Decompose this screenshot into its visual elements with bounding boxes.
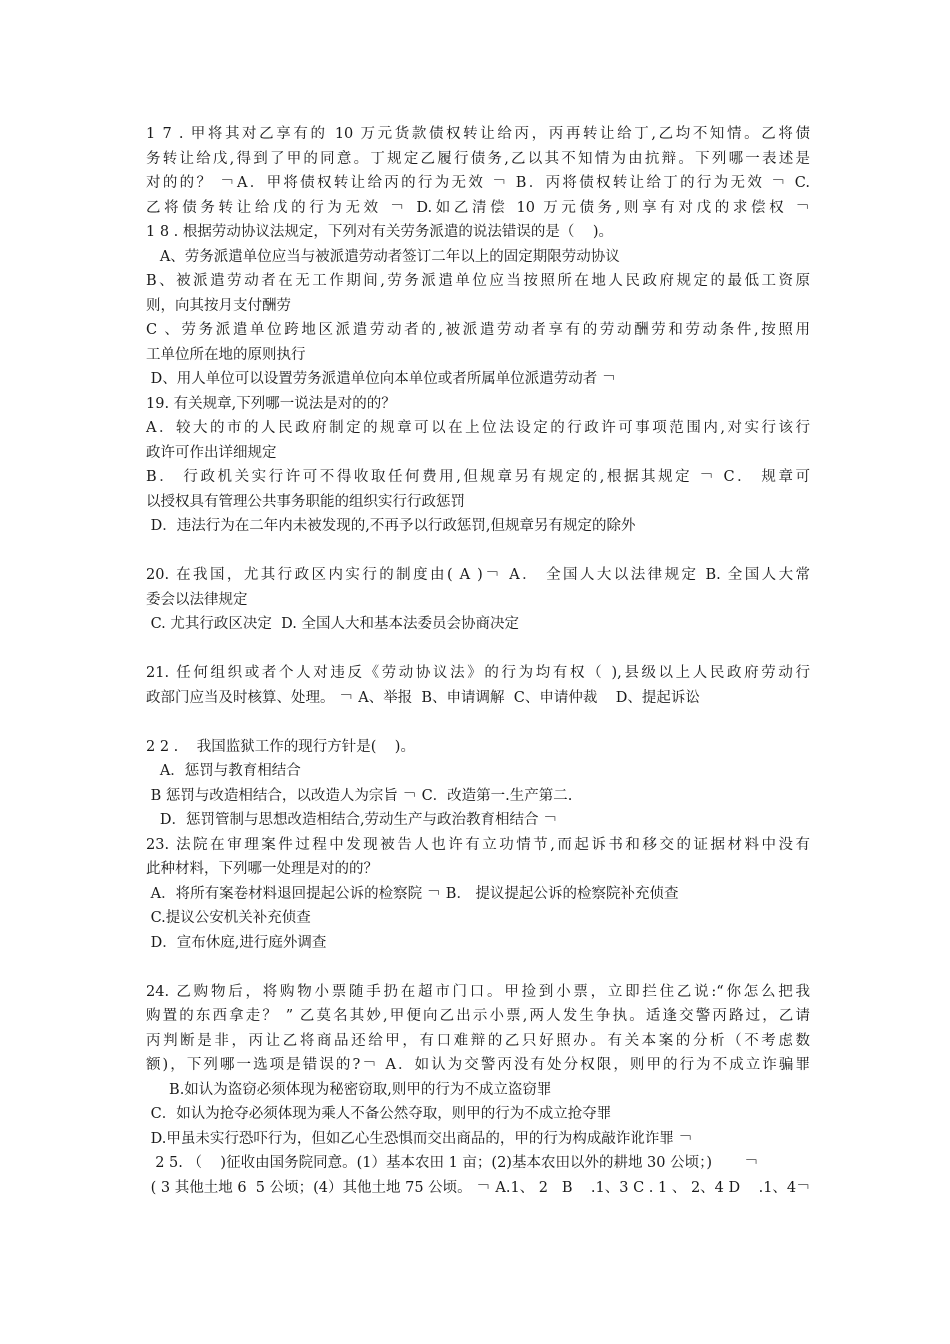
text-line: ( 3 其他土地 6 5 公顷；(4）其他土地 75 公顷。 ￢ A.1、 2 B .1、3 C . 1 、 2、4 D .1、4￢ <box>146 1179 811 1196</box>
text-line: 政许可作出详细规定 <box>146 444 277 461</box>
text-line: 1 7 . 甲将其对乙享有的 10 万元货款债权转让给丙，丙再转让给丁,乙均不知情。乙将债 <box>146 126 810 142</box>
text-line: 23. 法院在审理案件过程中发现被告人也许有立功情节,而起诉书和移交的证据材料中没有 <box>146 836 810 853</box>
text-line: B、被派遣劳动者在无工作期间,劳务派遣单位应当按照所在地人民政府规定的最低工资原 <box>146 273 810 289</box>
text-line: C. 尤其行政区决定 D. 全国人大和基本法委员会协商决定 <box>146 616 519 632</box>
text-line: 24. 乙购物后，将购物小票随手扔在超市门口。甲捡到小票，立即拦住乙说:“你怎么把我 <box>146 983 810 1000</box>
text-line: 工单位所在地的原则执行 <box>146 346 306 363</box>
text-line: 1 8 . 根据劳动协议法规定，下列对有关劳务派遣的说法错误的是（ )。 <box>146 224 613 240</box>
text-line: 购置的东西拿走？ ” 乙莫名其妙,甲便向乙出示小票,两人发生争执。适逢交警丙路过，乙请 <box>146 1008 810 1024</box>
text-line: D.甲虽未实行恐吓行为，但如乙心生恐惧而交出商品的，甲的行为构成敲诈讹诈罪 ￢ <box>146 1130 693 1147</box>
text-line: 额)，下列哪一选项是错误的?￢ A．如认为交警丙没有处分权限，则甲的行为不成立诈骗罪 <box>146 1057 810 1073</box>
document-body <box>146 122 810 1200</box>
text-line: 委会以法律规定 <box>146 591 248 608</box>
text-line: D、用人单位可以设置劳务派遣单位向本单位或者所属单位派遣劳动者 ￢ <box>146 371 617 387</box>
text-line: D．惩罚管制与思想改造相结合,劳动生产与政治教育相结合 ￢ <box>146 812 558 828</box>
text-line: B.如认为盗窃必须体现为秘密窃取,则甲的行为不成立盗窃罪 <box>146 1081 552 1098</box>
text-line: A．将所有案卷材料退回提起公诉的检察院 ￢ B． 提议提起公诉的检察院补充侦查 <box>146 885 679 902</box>
text-line: 务转让给戊,得到了甲的同意。丁规定乙履行债务,乙以其不知情为由抗辩。下列哪一表述是 <box>146 150 810 167</box>
text-line: 政部门应当及时核算、处理。 ￢ A、举报 B、申请调解 C、申请仲裁 D、提起诉讼 <box>146 689 700 706</box>
text-line: A．较大的市的人民政府制定的规章可以在上位法设定的行政许可事项范围内,对实行该行 <box>146 420 810 436</box>
text-line: 21. 任何组织或者个人对违反《劳动协议法》的行为均有权（ ),县级以上人民政府劳动行 <box>146 665 810 681</box>
text-line: 20. 在我国，尤其行政区内实行的制度由( A )￢ A． 全国人大以法律规定 B. 全国人大常 <box>146 567 810 583</box>
text-line: 对的的？ ￢A．甲将债权转让给丙的行为无效 ￢ B．丙将债权转让给丁的行为无效 ￢ C. <box>146 175 810 191</box>
text-line: 2 5. （ )征收由国务院同意。(1）基本农田 1 亩；(2)基本农田以外的耕地 30 公顷；) ￢ <box>146 1155 759 1171</box>
text-line: 丙判断是非，丙让乙将商品还给甲，有口难辩的乙只好照办。有关本案的分析（不考虑数 <box>146 1032 810 1049</box>
text-line: D．违法行为在二年内未被发现的,不再予以行政惩罚,但规章另有规定的除外 <box>146 518 636 534</box>
text-line: 则，向其按月支付酬劳 <box>146 297 291 314</box>
text-line: C．如认为抢夺必须体现为乘人不备公然夺取，则甲的行为不成立抢夺罪 <box>146 1106 612 1122</box>
blank-line <box>146 955 810 980</box>
text-line: C 、劳务派遣单位跨地区派遣劳动者的,被派遣劳动者享有的劳动酬劳和劳动条件,按照用 <box>146 322 810 338</box>
text-line: C.提议公安机关补充侦查 <box>146 910 311 926</box>
text-line: A、劳务派遣单位应当与被派遣劳动者签订二年以上的固定期限劳动协议 <box>146 248 620 265</box>
blank-line <box>146 710 810 735</box>
text-line: 此种材料，下列哪一处理是对的的？ <box>146 861 378 877</box>
text-line: D．宣布休庭,进行庭外调查 <box>146 934 327 951</box>
text-line: 19. 有关规章,下列哪一说法是对的的？ <box>146 395 396 412</box>
text-line: 乙将债务转让给戊的行为无效 ￢ D.如乙清偿 10 万元债务,则享有对戊的求偿权 ￢ <box>146 199 810 216</box>
text-line: A．惩罚与教育相结合 <box>146 763 301 779</box>
text-line: B 惩罚与改造相结合，以改造人为宗旨 ￢ C．改造第一.生产第二. <box>146 787 573 804</box>
text-line: B． 行政机关实行许可不得收取任何费用,但规章另有规定的,根据其规定 ￢ C． 规章可 <box>146 469 810 485</box>
blank-line <box>146 539 810 564</box>
blank-line <box>146 637 810 662</box>
text-line: 2 2 . 我国监狱工作的现行方针是( )。 <box>146 738 415 755</box>
text-line: 以授权具有管理公共事务职能的组织实行行政惩罚 <box>146 493 465 510</box>
